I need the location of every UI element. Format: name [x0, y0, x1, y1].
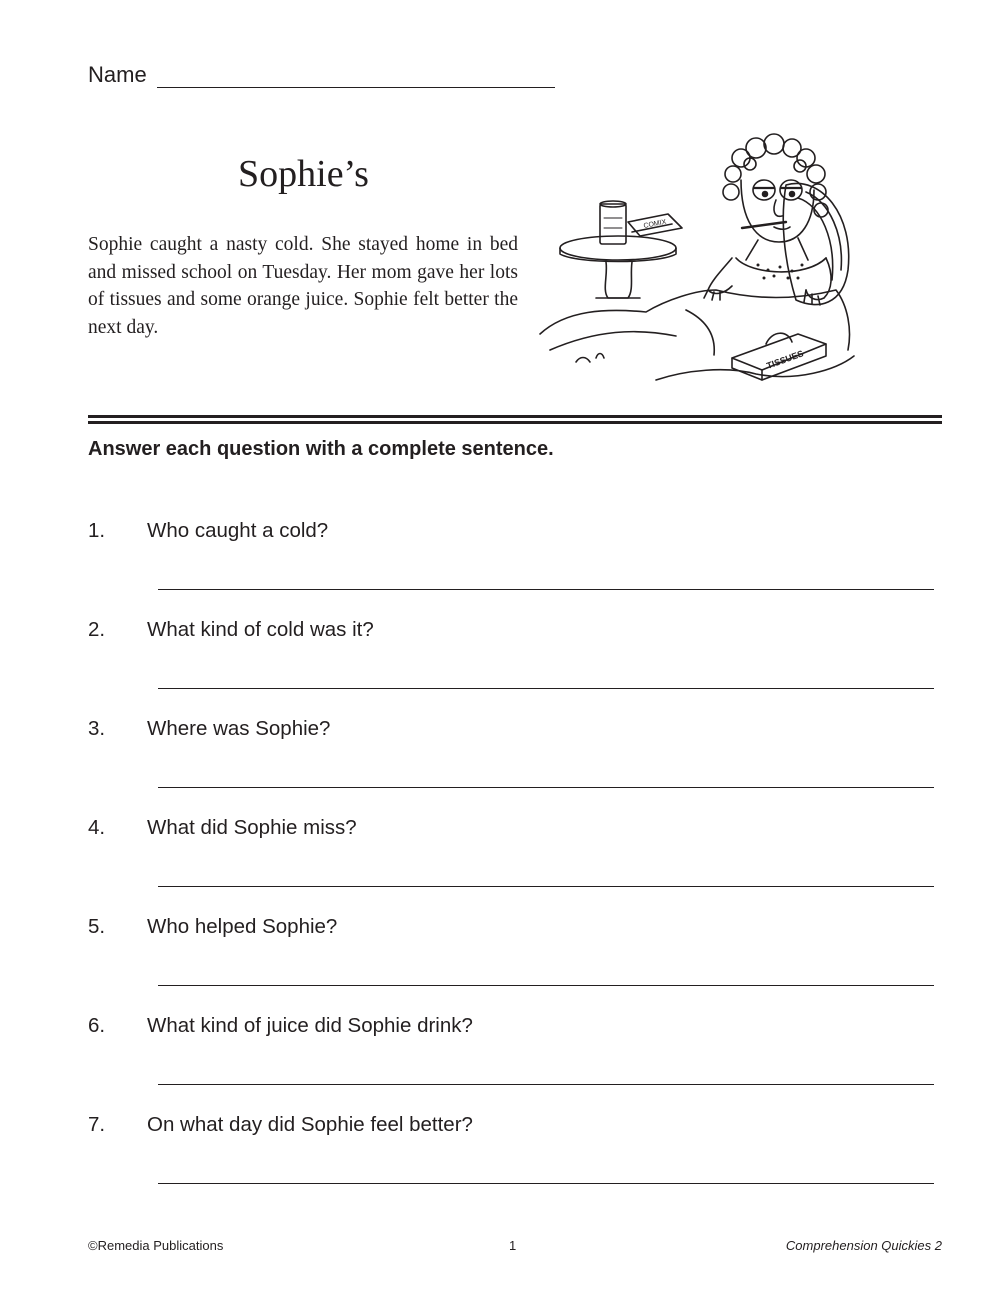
instructions: Answer each question with a complete sentence.	[88, 438, 554, 460]
footer-publisher: ©Remedia Publications	[88, 1238, 224, 1253]
question-3-text: Where was Sophie?	[147, 717, 331, 740]
question-4-text: What did Sophie miss?	[147, 816, 357, 839]
question-6-number: 6.	[88, 1014, 106, 1037]
footer-book-title: Comprehension Quickies 2	[785, 1238, 942, 1253]
story-passage: Sophie caught a nasty cold. She stayed home in bed and missed school on Tuesday. Her mom gave her lots of tissues and some orange juice. Sophie felt better the next day.	[88, 234, 518, 338]
name-label: Name	[88, 62, 147, 87]
answer-6-line[interactable]	[158, 1084, 934, 1085]
question-5-text: Who helped Sophie?	[147, 915, 338, 938]
comic-book-label: COMIX	[643, 218, 667, 230]
footer-page-number: 1	[509, 1238, 517, 1253]
question-1-text: Who caught a cold?	[147, 519, 329, 542]
section-divider-bottom	[88, 421, 942, 424]
question-1-number: 1.	[88, 519, 106, 542]
story-title: Sophie’s	[238, 153, 369, 195]
answer-4-line[interactable]	[158, 886, 934, 887]
answer-2-line[interactable]	[158, 688, 934, 689]
question-2-text: What kind of cold was it?	[147, 618, 374, 641]
question-6-text: What kind of juice did Sophie drink?	[147, 1014, 473, 1037]
question-2-number: 2.	[88, 618, 106, 641]
tissue-box-label: TISSUES	[765, 348, 805, 371]
question-3-number: 3.	[88, 717, 106, 740]
answer-1-line[interactable]	[158, 589, 934, 590]
name-row	[88, 62, 555, 88]
section-divider-top	[88, 415, 942, 418]
answer-3-line[interactable]	[158, 787, 934, 788]
answer-5-line[interactable]	[158, 985, 934, 986]
question-7-number: 7.	[88, 1113, 106, 1136]
sick-girl-illustration	[536, 130, 856, 392]
question-7-text: On what day did Sophie feel better?	[147, 1113, 473, 1136]
answer-7-line[interactable]	[158, 1183, 934, 1184]
question-4-number: 4.	[88, 816, 106, 839]
name-field-line[interactable]	[157, 65, 555, 88]
question-5-number: 5.	[88, 915, 106, 938]
